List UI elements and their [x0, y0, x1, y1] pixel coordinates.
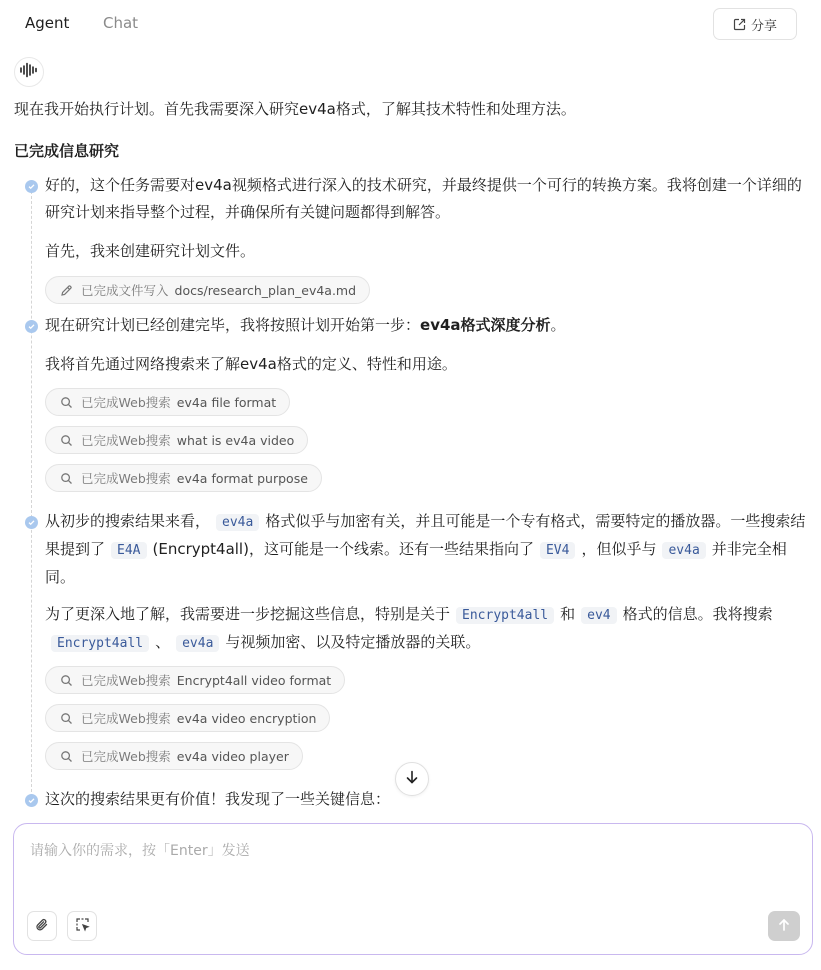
area-select-icon: [75, 917, 90, 936]
chip-label: 已完成Web搜索: [81, 711, 171, 726]
chip-label: 已完成Web搜索: [81, 395, 171, 410]
text-fragment: 格式的信息。我将搜索: [622, 605, 773, 623]
search-icon: [60, 472, 81, 485]
section-title: 已完成信息研究: [14, 142, 120, 160]
text-fragment: 现在研究计划已经创建完毕，我将按照计划开始第一步：: [45, 316, 421, 334]
scroll-to-bottom-button[interactable]: [395, 762, 429, 796]
chip-label: 已完成Web搜索: [81, 749, 171, 764]
step-text: 首先，我来创建研究计划文件。: [45, 242, 256, 260]
chip-label: 已完成Web搜索: [81, 433, 171, 448]
message-input[interactable]: [30, 840, 790, 900]
area-select-button[interactable]: [67, 911, 97, 941]
chip-query: ev4a format purpose: [176, 470, 308, 486]
chip-query: Encrypt4all video format: [176, 672, 332, 688]
step-status-dot: [25, 320, 38, 333]
share-label: 分享: [750, 18, 777, 34]
text-fragment: 为了更深入地了解，我需要进一步挖掘这些信息，特别是关于: [45, 605, 451, 623]
search-icon: [60, 434, 81, 447]
chip-label: 已完成Web搜索: [81, 673, 171, 688]
inline-code: Encrypt4all: [51, 635, 149, 652]
web-search-chip[interactable]: [45, 426, 308, 454]
inline-code: ev4a: [176, 635, 219, 652]
tab-chat[interactable]: Chat: [103, 14, 139, 32]
chip-label: 已完成Web搜索: [81, 471, 171, 486]
chip-label: 已完成文件写入: [81, 283, 169, 298]
search-icon: [60, 674, 81, 687]
text-fragment: 并非完全相同。: [45, 540, 787, 586]
tab-agent[interactable]: Agent: [25, 14, 70, 32]
bold-text: ev4a格式深度分析: [420, 316, 551, 334]
inline-code: ev4a: [216, 514, 259, 531]
step-text: [45, 508, 810, 591]
text-fragment: 和: [560, 605, 576, 623]
paperclip-icon: [35, 917, 49, 936]
web-search-chip[interactable]: [45, 742, 303, 770]
text-fragment: 从初步的搜索结果来看，: [45, 512, 211, 530]
search-icon: [60, 396, 81, 409]
intro-message: 现在我开始执行计划。首先我需要深入研究ev4a格式，了解其技术特性和处理方法。: [14, 100, 576, 118]
attach-button[interactable]: [27, 911, 57, 941]
pencil-icon: [60, 284, 81, 297]
inline-code: E4A: [111, 542, 146, 559]
text-fragment: 与视频加密、以及特定播放器的关联。: [225, 633, 481, 651]
message-composer: [13, 823, 813, 955]
sound-wave-logo-icon: [19, 62, 39, 82]
chip-query: ev4a video encryption: [176, 710, 317, 726]
web-search-chip[interactable]: [45, 464, 322, 492]
arrow-down-icon: [404, 769, 420, 789]
web-search-chip[interactable]: [45, 666, 345, 694]
inline-code: ev4a: [662, 542, 705, 559]
timeline-line: [31, 186, 32, 802]
agent-avatar: [14, 57, 44, 87]
share-icon: [733, 18, 746, 31]
text-fragment: 格式似乎与加密有关，并且可能是一个专有格式，需要特定的播放器。一些搜索结果提到了: [45, 512, 806, 558]
step-status-dot: [25, 516, 38, 529]
text-fragment: ，但似乎与: [581, 540, 657, 558]
step-text: [45, 312, 810, 339]
step-status-dot: [25, 180, 38, 193]
chip-query: ev4a file format: [176, 394, 277, 410]
text-fragment: (Encrypt4all)，这可能是一个线索。还有一些结果指向了: [152, 540, 534, 558]
file-write-chip[interactable]: [45, 276, 370, 304]
top-bar: [0, 0, 821, 48]
web-search-chip[interactable]: [45, 388, 290, 416]
step-text: 好的，这个任务需要对ev4a视频格式进行深入的技术研究，并最终提供一个可行的转换方案。我将创建一个详细的研究计划来指导整个过程，并确保所有关键问题都得到解答。: [45, 176, 802, 221]
chip-query: what is ev4a video: [176, 432, 295, 448]
send-button[interactable]: [768, 911, 800, 941]
search-icon: [60, 750, 81, 763]
chip-query: docs/research_plan_ev4a.md: [174, 282, 357, 298]
step-text: [45, 601, 810, 657]
step-text: 我将首先通过网络搜索来了解ev4a格式的定义、特性和用途。: [45, 355, 457, 373]
text-fragment: 。: [550, 316, 566, 334]
web-search-chip[interactable]: [45, 704, 330, 732]
inline-code: Encrypt4all: [456, 607, 554, 624]
chip-query: ev4a video player: [176, 748, 289, 764]
arrow-up-icon: [777, 917, 791, 936]
search-icon: [60, 712, 81, 725]
share-button[interactable]: [713, 8, 797, 40]
inline-code: ev4: [581, 607, 616, 624]
inline-code: EV4: [540, 542, 575, 559]
text-fragment: 、: [155, 633, 171, 651]
step-status-dot: [25, 794, 38, 807]
step-text: 这次的搜索结果更有价值！我发现了一些关键信息：: [45, 790, 391, 808]
